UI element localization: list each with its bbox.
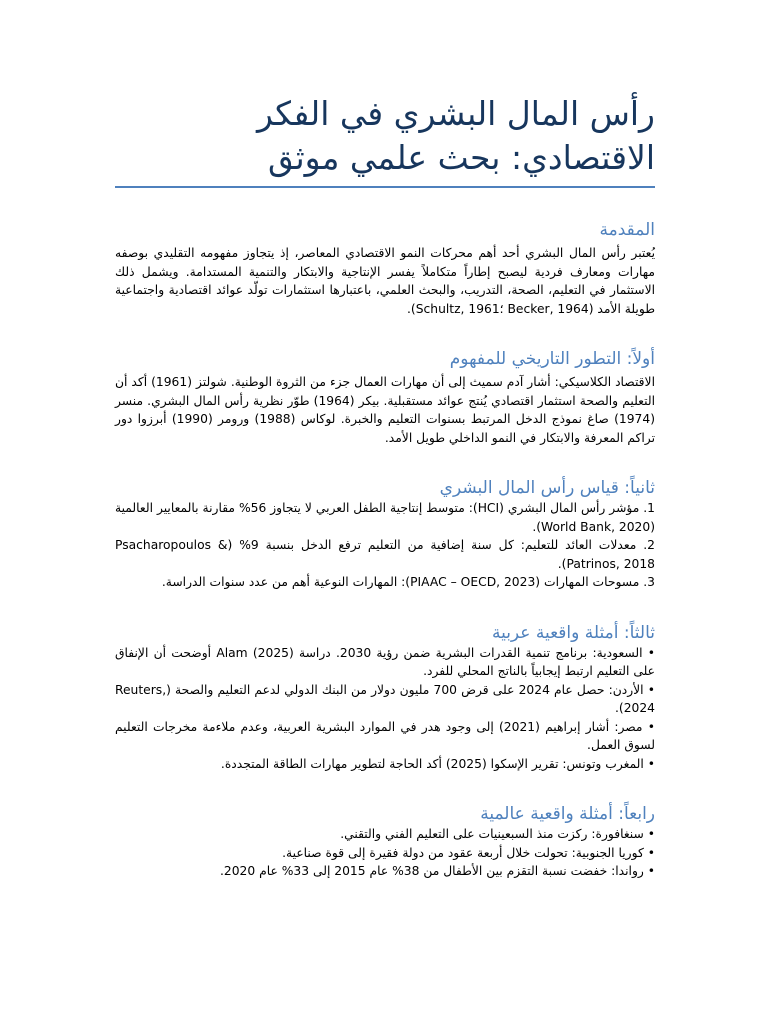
list-item: 3. مسوحات المهارات (PIAAC – OECD, 2023): المهارات النوعية أهم من عدد سنوات الدراسة.: [161, 575, 655, 589]
list-item: • كوريا الجنوبية: تحولت خلال أربعة عقود من دولة فقيرة إلى قوة صناعية.: [282, 845, 655, 860]
section-historical-development: [115, 348, 655, 447]
title-underline: [115, 186, 655, 188]
section-heading: ثانياً: قياس رأس المال البشري: [439, 478, 655, 498]
section-heading: أولاً: التطور التاريخي للمفهوم: [449, 349, 655, 369]
list-item: • السعودية: برنامج تنمية القدرات البشرية ضمن رؤية 2030. دراسة Alam (2025) أوضحت أن الإنفاق على التعليم ارتبط إيجابياً بالناتج المحلي للفرد.: [115, 645, 655, 678]
section-heading: رابعاً: أمثلة واقعية عالمية: [480, 804, 655, 824]
list-item: • المغرب وتونس: تقرير الإسكوا (2025) أكد الحاجة لتطوير مهارات الطاقة المتجددة.: [220, 756, 655, 771]
list-item: • رواندا: خفضت نسبة التقزم بين الأطفال من 38% عام 2015 إلى 33% عام 2020.: [219, 864, 655, 878]
section-heading: المقدمة: [599, 220, 655, 240]
list-item: 2. معدلات العائد للتعليم: كل سنة إضافية من التعليم ترفع الدخل بنسبة 9% (Psacharopoulos & Patrinos, 2018).: [115, 538, 655, 571]
list-item: • الأردن: حصل عام 2024 على قرض 700 مليون دولار من البنك الدولي لدعم التعليم والصحة (Reuters, 2024).: [115, 682, 655, 715]
section-global-examples: [115, 803, 655, 881]
document-title: رأس المال البشري في الفكر الاقتصادي: بحث علمي موثق: [257, 94, 655, 177]
section-introduction: [115, 219, 655, 318]
section-paragraph: يُعتبر رأس المال البشري أحد أهم محركات النمو الاقتصادي المعاصر، إذ يتجاوز مفهومه التقليدي بوصفه مهارات ومعارف فردية ليصبح إطاراً متكاملاً يفسر الإنتاجية والابتكار والتنمية المستدامة. ويشمل ذلك الاستثمار في التعليم، الصحة، التدريب، والبحث العلمي، باعتبارها استثمارات تولّد عوائد اقتصادية واجتماعية طويلة الأمد (Becker, 1964 ؛Schultz, 1961).: [115, 246, 655, 316]
list-item: • سنغافورة: ركزت منذ السبعينيات على التعليم الفني والتقني.: [340, 827, 655, 841]
list-item: 1. مؤشر رأس المال البشري (HCI): متوسط إنتاجية الطفل العربي لا يتجاوز 56% مقارنة بالمعايير العالمية (World Bank, 2020).: [115, 501, 655, 534]
list-item: • مصر: أشار إبراهيم (2021) إلى وجود هدر في الموارد البشرية العربية، وعدم ملاءمة مخرجات التعليم لسوق العمل.: [115, 719, 655, 752]
section-measurement: [115, 477, 655, 592]
section-heading: ثالثاً: أمثلة واقعية عربية: [491, 622, 655, 643]
section-arab-examples: [115, 622, 655, 774]
section-paragraph: الاقتصاد الكلاسيكي: أشار آدم سميث إلى أن مهارات العمال جزء من الثروة الوطنية. شولتز (1961) أكد أن التعليم والصحة استثمار اقتصادي يُنتج عوائد مستقبلية. بيكر (1964) طوّر نظرية رأس المال البشري. منسر (1974) صاغ نموذج الدخل المرتبط بسنوات التعليم والخبرة. لوكاس (1988) ورومر (1990) أبرزوا دور تراكم المعرفة والابتكار في النمو الداخلي طويل الأمد.: [115, 375, 655, 445]
